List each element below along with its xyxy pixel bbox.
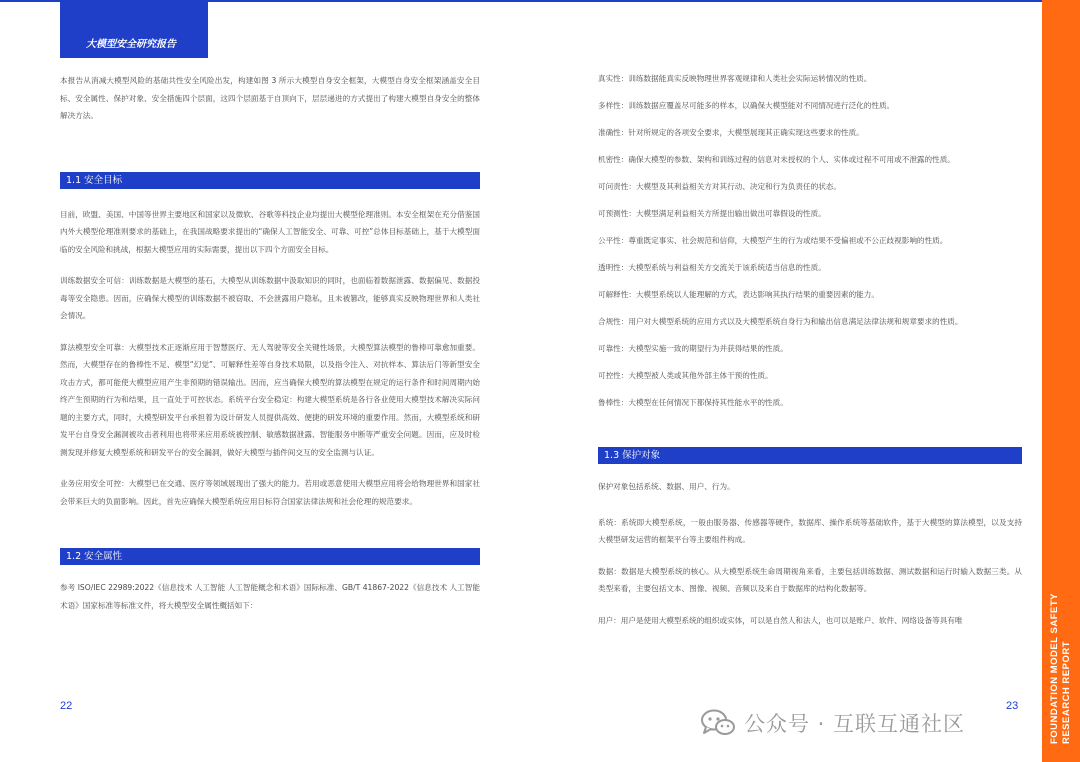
definition-confidentiality: 机密性：确保大模型的参数、架构和训练过程的信息对未授权的个人、实体或过程不可用或不泄露的性质。 (598, 155, 955, 164)
right-page (598, 72, 1022, 629)
definition-reliability: 可靠性：大模型实施一致的期望行为并获得结果的性质。 (598, 344, 788, 353)
definition-fairness: 公平性：尊重既定事实、社会规范和信仰，大模型产生的行为或结果不受偏袒或不公正歧视影响的性质。 (598, 236, 948, 245)
wechat-icon (700, 708, 736, 738)
section-heading-1-1 (60, 172, 480, 189)
reference-paragraph: 参考 ISO/IEC 22989:2022《信息技术 人工智能 人工智能概念和术语》国际标准、GB/T 41867-2022《信息技术 人工智能术语》国家标准等标准文件，将大模型安全属性概括如下： (60, 583, 480, 610)
definition-diversity: 多样性：训练数据应覆盖尽可能多的样本，以确保大模型能对不同情况进行泛化的性质。 (598, 101, 895, 110)
definition-robustness: 鲁棒性：大模型在任何情况下都保持其性能水平的性质。 (598, 398, 788, 407)
section-title: 1.3 保护对象 (604, 450, 661, 461)
data-paragraph: 数据：数据是大模型系统的核心。从大模型系统生命周期视角来看，主要包括训练数据、测试数据和运行时输入数据三类。从类型来看，主要包括文本、图像、视频、音频以及来自于数据库的结构化数据等。 (598, 566, 1022, 593)
training-data-paragraph: 训练数据安全可信：训练数据是大模型的基石，大模型从训练数据中汲取知识的同时，也面临着数据泄露、数据偏见、数据投毒等安全隐患。因而，应确保大模型的训练数据不被窃取、不会泄露用户隐私，且未被篡改，能够真实反映物理世界和人类社会情况。 (60, 276, 480, 320)
page-number-right: 23 (1006, 700, 1019, 712)
definition-predictability: 可预测性：大模型满足利益相关方所提出输出做出可靠假设的性质。 (598, 209, 826, 218)
definition-controllability: 可控性：大模型被人类或其他外部主体干预的性质。 (598, 371, 773, 380)
section-heading-1-2 (60, 548, 480, 565)
definition-accountability: 可问责性：大模型及其利益相关方对其行动、决定和行为负责任的状态。 (598, 182, 841, 191)
watermark (700, 705, 965, 741)
algorithm-paragraph: 算法模型安全可靠：大模型技术正逐渐应用于智慧医疗、无人驾驶等安全关键性场景，大模型算法模型的鲁棒可靠愈加重要。然而，大模型存在的鲁棒性不足、模型“幻觉”、可解释性差等自身技术局限，以及指令注入、对抗样本、算法后门等新型安全攻击方式，都可能使大模型应用产生非预期的错误输出。因而，应当确保大模型的算法模型在规定的运行条件和时间周期内始终产生预期的行为和结果，且一直处于可控状态。系统平台安全稳定：构建大模型系统是各行各业使用大模型技术解决实际问题的主要方式，同时，大模型研发平台承担着为设计研发人员提供高效、便捷的研发环境的重要作用。然而，大模型系统和研发平台自身安全漏洞被攻击者利用也将带来应用系统被控制、敏感数据泄露、智能服务中断等严重安全问题。因而，应及时检测发现并修复大模型系统和研发平台的安全漏洞，做好大模型与插件间交互的安全监测与认证。 (60, 342, 480, 457)
side-report-label (1049, 593, 1073, 744)
header-tab (60, 0, 208, 58)
definition-accuracy: 准确性：针对所规定的各项安全要求，大模型展现其正确实现这些要求的性质。 (598, 128, 864, 137)
side-label-line-1: FOUNDATION MODEL SAFETY (1049, 592, 1060, 744)
watermark-text: 公众号 · 互联互通社区 (744, 712, 966, 736)
section-title: 1.2 安全属性 (66, 551, 123, 562)
protect-intro-paragraph: 保护对象包括系统、数据、用户、行为。 (598, 482, 735, 491)
side-orange-bar (1042, 0, 1080, 762)
section-heading-1-3 (598, 447, 1022, 464)
intro-paragraph: 本报告从消减大模型风险的基础共性安全风险出发，构建如图 3 所示大模型自身安全框架，大模型自身安全框架涵盖安全目标、安全属性、保护对象、安全措施四个层面，这四个层面基于自顶向下，层层递进的方式提出了构建大模型自身安全的整体解决方法。 (60, 76, 480, 120)
report-title: 大模型安全研究报告 (86, 39, 176, 50)
business-paragraph: 业务应用安全可控：大模型已在交通、医疗等领域展现出了强大的能力。若用或恶意使用大模型应用将会给物理世界和国家社会带来巨大的负面影响。因此，首先应确保大模型系统应用目标符合国家法律法规和社会伦理的规范要求。 (60, 479, 480, 506)
goals-paragraph: 目前，欧盟、美国、中国等世界主要地区和国家以及微软、谷歌等科技企业均提出大模型伦理准则。本安全框架在充分借鉴国内外大模型伦理准则要求的基础上，在我国战略要求提出的“确保人工智能安全、可靠、可控”总体目标基础上，基于大模型面临的安全风险和挑战，根据大模型应用的实际需要，提出以下四个方面安全目标。 (60, 209, 480, 254)
definition-transparency: 透明性：大模型系统与利益相关方交流关于该系统适当信息的性质。 (598, 263, 826, 272)
system-paragraph: 系统：系统即大模型系统，一般由服务器、传感器等硬件，数据库、操作系统等基础软件，基于大模型的算法模型，以及支持大模型研发运营的框架平台等主要组件构成。 (598, 517, 1022, 544)
definition-explainability: 可解释性：大模型系统以人能理解的方式，表达影响其执行结果的重要因素的能力。 (598, 290, 879, 299)
left-page (60, 72, 480, 614)
page-number-left: 22 (60, 700, 73, 712)
definition-compliance: 合规性：用户对大模型系统的应用方式以及大模型系统自身行为和输出信息满足法律法规和规章要求的性质。 (598, 317, 963, 326)
user-paragraph: 用户：用户是使用大模型系统的组织或实体，可以是自然人和法人，也可以是账户、软件、网络设备等具有唯 (598, 615, 963, 625)
definition-authenticity: 真实性：训练数据能真实反映物理世界客观规律和人类社会实际运转情况的性质。 (598, 74, 872, 83)
side-label-line-2: RESEARCH REPORT (1061, 640, 1072, 744)
section-title: 1.1 安全目标 (66, 174, 123, 186)
